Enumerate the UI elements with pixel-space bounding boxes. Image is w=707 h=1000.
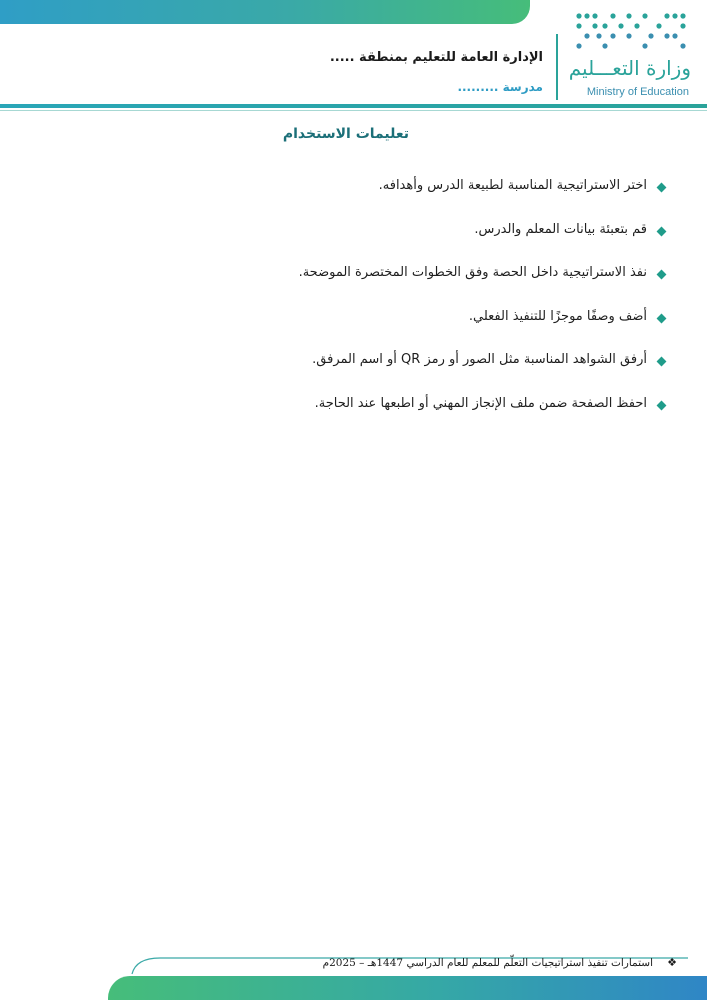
footer-mark-icon: ❖ — [667, 956, 677, 969]
logo-english-text: Ministry of Education — [586, 86, 689, 98]
diamond-bullet-icon — [657, 357, 667, 367]
header-vertical-divider — [556, 34, 558, 100]
header-rule-thin — [0, 110, 707, 111]
list-item — [225, 309, 665, 353]
list-item — [225, 352, 665, 396]
diamond-bullet-icon — [657, 313, 667, 323]
footer-text: استمارات تنفيذ استراتيجيات التعلّم للمعلم للعام الدراسي 1447هـ – 2025م — [322, 957, 653, 969]
bottom-decorative-bar — [108, 976, 707, 1000]
diamond-bullet-icon — [657, 400, 667, 410]
diamond-bullet-icon — [657, 183, 667, 193]
top-decorative-bar — [0, 0, 530, 24]
list-item — [225, 222, 665, 266]
list-item — [225, 265, 665, 309]
instruction-text: قم بتعبئة بيانات المعلم والدرس. — [474, 221, 647, 237]
list-item — [225, 396, 665, 440]
instruction-text: نفذ الاستراتيجية داخل الحصة وفق الخطوات المختصرة الموضحة. — [298, 265, 647, 280]
diamond-bullet-icon — [657, 226, 667, 236]
admin-region-line: الإدارة العامة للتعليم بمنطقة ..... — [329, 50, 543, 65]
instruction-text: أرفق الشواهد المناسبة مثل الصور أو رمز QR أو اسم المرفق. — [312, 352, 647, 367]
instruction-text: احفظ الصفحة ضمن ملف الإنجاز المهني أو اطبعها عند الحاجة. — [314, 395, 647, 411]
logo-arabic-text: وزارة التعـــليم — [568, 56, 691, 80]
instructions-list — [225, 178, 665, 439]
page-title: تعليمات الاستخدام — [282, 126, 409, 142]
instruction-text: اختر الاستراتيجية المناسبة لطبيعة الدرس وأهدافه. — [378, 178, 647, 193]
diamond-bullet-icon — [657, 270, 667, 280]
header-rule — [0, 104, 707, 108]
list-item — [225, 178, 665, 222]
school-name-line: مدرسة ......... — [457, 80, 543, 94]
instruction-text: أضف وصفًا موجزًا للتنفيذ الفعلي. — [468, 308, 647, 324]
